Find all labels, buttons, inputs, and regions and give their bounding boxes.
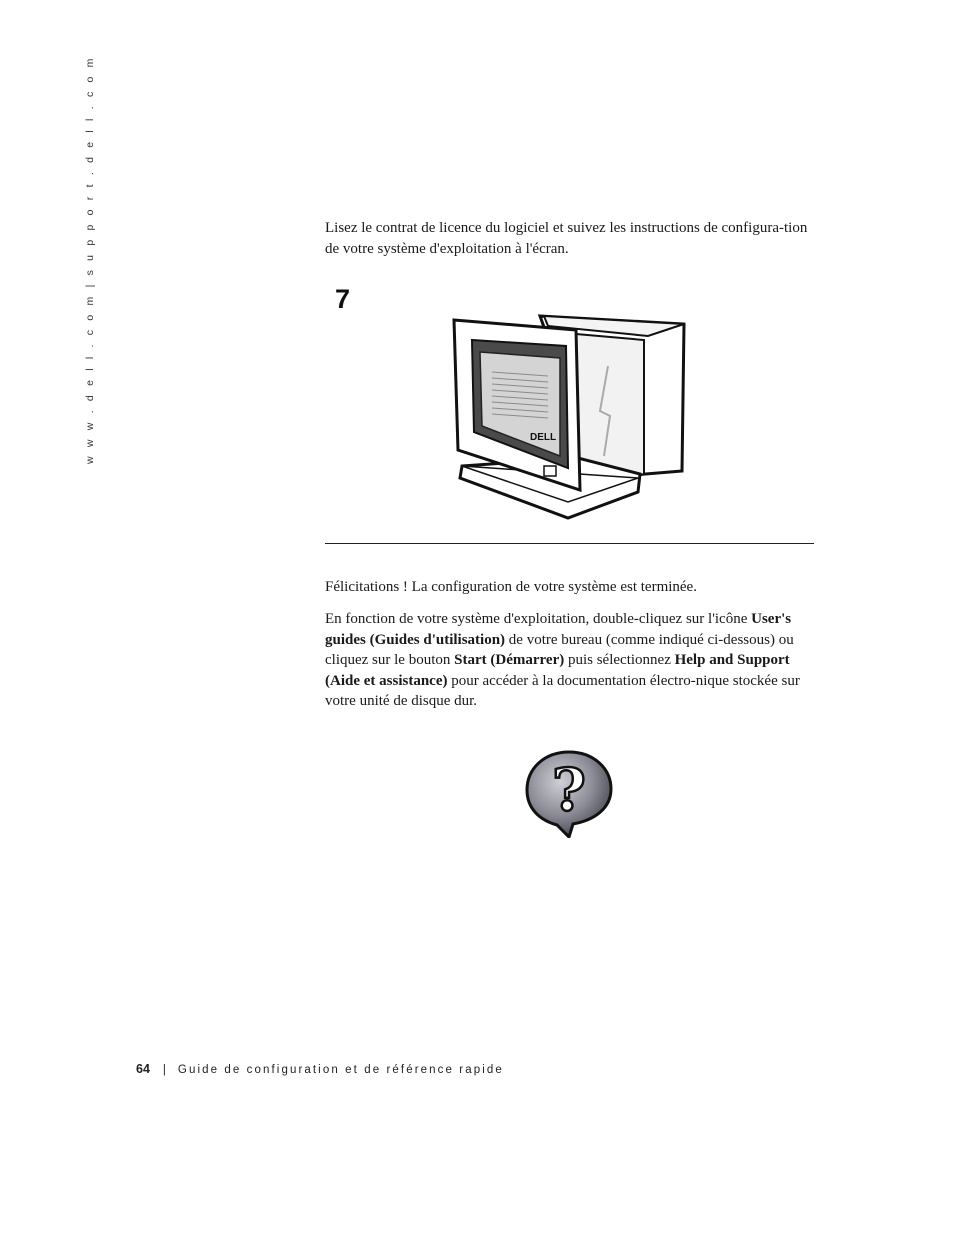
page-number: 64 — [136, 1062, 150, 1076]
sidebar-url: w w w . d e l l . c o m | s u p p o r t . d e l l . c o m — [84, 55, 96, 464]
monitor-brand-label: DELL — [530, 432, 557, 443]
footer-separator: | — [162, 1064, 166, 1076]
help-support-label: Help and Support (Aide et assistance) — [325, 652, 790, 689]
instructions-text-4: pour accéder à la documentation électro-nique stockée sur votre unité de disque dur. — [325, 672, 800, 709]
congrats-paragraph: Félicitations ! La configuration de votre système est terminée. — [325, 579, 697, 595]
intro-paragraph: Lisez le contrat de licence du logiciel et suivez les instructions de configura-tion de votre système d'exploitation à l'écran. — [325, 220, 808, 257]
section-divider — [325, 543, 814, 544]
instructions-paragraph — [325, 609, 817, 712]
footer-title: Guide de configuration et de référence rapide — [177, 1064, 504, 1076]
help-icon-glyph: ? — [552, 756, 586, 824]
monitor-icon — [448, 306, 692, 522]
start-label: Start (Démarrer) — [454, 652, 565, 668]
instructions-text-3: puis sélectionnez — [564, 652, 675, 668]
question-mark-icon — [523, 748, 615, 838]
page-footer — [136, 1062, 504, 1076]
step-number: 7 — [335, 284, 351, 314]
users-guides-label: User's guides (Guides d'utilisation) — [325, 611, 792, 648]
instructions-text-1: En fonction de votre système d'exploitation, double-cliquez sur l'icône — [325, 611, 752, 627]
instructions-text-2: de votre bureau (comme indiqué ci-dessous) ou cliquez sur le bouton — [325, 631, 794, 668]
